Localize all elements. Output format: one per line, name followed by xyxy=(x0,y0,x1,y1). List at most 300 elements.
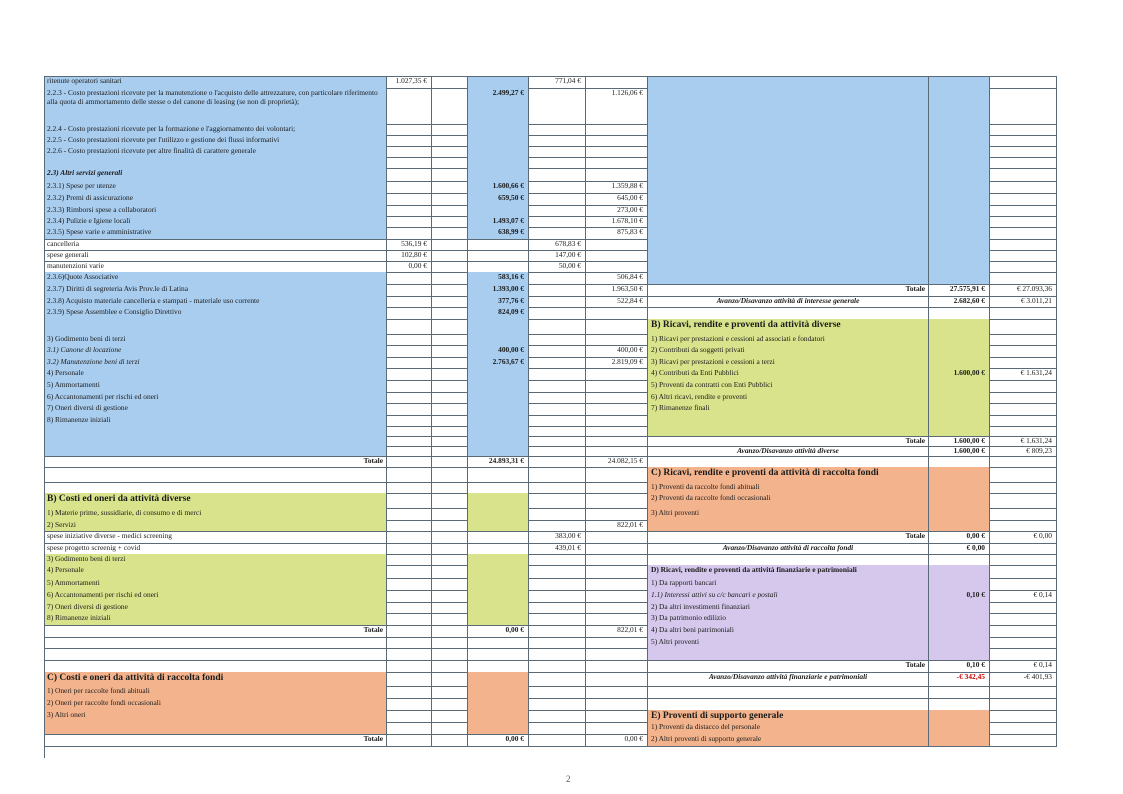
row-label: 2) Proventi da raccolte fondi occasionali xyxy=(648,493,929,508)
amount-previous xyxy=(990,508,1057,520)
amount-previous: 506,84 € xyxy=(586,272,648,284)
value-cell: 1.027,35 € xyxy=(387,76,432,88)
amount-previous xyxy=(586,426,648,436)
value-cell xyxy=(387,436,432,446)
value-cell xyxy=(432,345,468,357)
row-label: 2) Altri proventi di supporto generale xyxy=(648,734,929,746)
amount-current: 583,16 € xyxy=(468,272,529,284)
amount-previous xyxy=(990,181,1057,193)
amount-current xyxy=(929,307,990,319)
value-cell xyxy=(529,368,586,380)
amount-previous xyxy=(990,88,1057,124)
value-cell xyxy=(432,508,468,520)
value-cell xyxy=(387,648,432,660)
amount-current xyxy=(929,578,990,590)
amount-previous xyxy=(990,565,1057,578)
value-cell: 536,19 € xyxy=(387,239,432,250)
value-cell xyxy=(387,520,432,531)
amount-current xyxy=(929,239,990,250)
amount-previous xyxy=(990,456,1057,467)
row-label: manutenzioni varie xyxy=(44,261,387,272)
amount-current xyxy=(929,456,990,467)
amount-current: 2.763,67 € xyxy=(468,357,529,368)
row-label xyxy=(44,637,387,648)
row-label: 4) Da altri beni patrimoniali xyxy=(648,625,929,637)
value-cell xyxy=(387,637,432,648)
section-heading: E) Proventi di supporto generale xyxy=(648,710,929,722)
value-cell xyxy=(432,216,468,227)
amount-previous xyxy=(586,415,648,426)
row-label xyxy=(648,415,929,426)
amount-current xyxy=(468,482,529,493)
amount-previous xyxy=(990,602,1057,613)
value-cell xyxy=(387,578,432,590)
value-cell xyxy=(529,602,586,613)
amount-previous xyxy=(990,239,1057,250)
amount-previous xyxy=(990,722,1057,734)
amount-current xyxy=(468,590,529,602)
amount-current xyxy=(468,368,529,380)
value-cell xyxy=(529,625,586,637)
row-label: 5) Proventi da contratti con Enti Pubblici xyxy=(648,380,929,392)
row-label xyxy=(44,722,387,734)
value-cell xyxy=(529,205,586,216)
row-label xyxy=(648,698,929,710)
amount-current: 1.493,07 € xyxy=(468,216,529,227)
amount-current xyxy=(929,168,990,181)
row-label: 1) Materie prime, sussidiarie, di consumo e di merci xyxy=(44,508,387,520)
value-cell xyxy=(387,508,432,520)
row-label: 2) Da altri investimenti finanziari xyxy=(648,602,929,613)
value-cell xyxy=(432,660,468,672)
amount-current xyxy=(468,426,529,436)
value-cell xyxy=(529,334,586,345)
value-cell xyxy=(387,272,432,284)
value-cell xyxy=(529,672,586,686)
value-cell xyxy=(387,698,432,710)
value-cell xyxy=(529,392,586,403)
amount-current xyxy=(468,146,529,157)
row-label: 5) Ammortamenti xyxy=(44,380,387,392)
amount-current xyxy=(929,76,990,88)
amount-current xyxy=(468,124,529,135)
value-cell xyxy=(529,590,586,602)
amount-current xyxy=(929,698,990,710)
value-cell xyxy=(387,380,432,392)
value-cell xyxy=(529,734,586,746)
amount-current xyxy=(468,554,529,565)
row-label: 2.3.7) Diritti di segreteria Avis Prov.le di Latina xyxy=(44,284,387,296)
amount-current: € 0,00 xyxy=(929,543,990,554)
amount-current xyxy=(929,392,990,403)
value-cell xyxy=(387,307,432,319)
amount-previous xyxy=(586,124,648,135)
value-cell xyxy=(387,543,432,554)
row-label xyxy=(648,205,929,216)
row-label: 2.3) Altri servizi generali xyxy=(44,168,387,181)
value-cell xyxy=(529,88,586,124)
amount-previous xyxy=(990,482,1057,493)
amount-current: 24.893,31 € xyxy=(468,456,529,467)
amount-previous xyxy=(990,467,1057,482)
row-label: 3) Godimento beni di terzi xyxy=(44,334,387,345)
row-label: 7) Oneri diversi di gestione xyxy=(44,403,387,415)
value-cell xyxy=(432,135,468,146)
amount-previous xyxy=(586,565,648,578)
amount-previous xyxy=(990,734,1057,746)
amount-current xyxy=(929,686,990,698)
value-cell xyxy=(387,722,432,734)
amount-previous xyxy=(586,710,648,722)
row-label xyxy=(648,88,929,124)
amount-current xyxy=(929,345,990,357)
value-cell xyxy=(432,296,468,307)
row-label xyxy=(44,467,387,482)
total-label: Totale xyxy=(648,531,929,543)
amount-previous xyxy=(990,76,1057,88)
amount-current xyxy=(929,135,990,146)
total-label: Totale xyxy=(648,436,929,446)
amount-previous xyxy=(990,216,1057,227)
row-label xyxy=(648,554,929,565)
row-label xyxy=(44,660,387,672)
value-cell xyxy=(387,613,432,625)
value-cell xyxy=(432,239,468,250)
value-cell xyxy=(432,531,468,543)
amount-current: 638,99 € xyxy=(468,227,529,239)
value-cell xyxy=(432,261,468,272)
amount-previous xyxy=(990,625,1057,637)
amount-previous xyxy=(990,698,1057,710)
value-cell xyxy=(529,193,586,205)
amount-previous xyxy=(990,146,1057,157)
row-label: spese progetto screenig + covid xyxy=(44,543,387,554)
row-label xyxy=(44,319,387,334)
row-label: 3) Da patrimonio edilizio xyxy=(648,613,929,625)
amount-previous xyxy=(586,482,648,493)
row-label xyxy=(44,436,387,446)
row-label: 2.3.3) Rimborsi spese a collaboratori xyxy=(44,205,387,216)
value-cell xyxy=(387,357,432,368)
value-cell xyxy=(387,368,432,380)
amount-current xyxy=(468,76,529,88)
value-cell xyxy=(529,554,586,565)
amount-previous: € 809,23 xyxy=(990,446,1057,456)
amount-previous xyxy=(990,648,1057,660)
amount-current xyxy=(929,261,990,272)
row-label: 2.3.2) Premi di assicurazione xyxy=(44,193,387,205)
value-cell xyxy=(529,135,586,146)
value-cell xyxy=(432,734,468,746)
value-cell xyxy=(387,334,432,345)
amount-current xyxy=(468,565,529,578)
amount-current xyxy=(929,272,990,284)
amount-current xyxy=(929,334,990,345)
total-label: Totale xyxy=(44,625,387,637)
row-label: 4) Contributi da Enti Pubblici xyxy=(648,368,929,380)
row-label xyxy=(648,520,929,531)
section-heading: B) Costi ed oneri da attività diverse xyxy=(44,493,387,508)
amount-current xyxy=(468,602,529,613)
amount-previous xyxy=(990,380,1057,392)
amount-current xyxy=(929,602,990,613)
amount-previous xyxy=(586,543,648,554)
value-cell xyxy=(529,168,586,181)
value-cell xyxy=(529,216,586,227)
amount-previous xyxy=(990,250,1057,261)
section-heading: B) Ricavi, rendite e proventi da attività diverse xyxy=(648,319,929,334)
amount-current: 377,76 € xyxy=(468,296,529,307)
value-cell xyxy=(529,613,586,625)
value-cell xyxy=(529,660,586,672)
row-label xyxy=(648,216,929,227)
amount-previous xyxy=(990,227,1057,239)
amount-current: 0,10 € xyxy=(929,660,990,672)
amount-current: 1.600,66 € xyxy=(468,181,529,193)
row-label: 5) Altri proventi xyxy=(648,637,929,648)
row-label: spese generali xyxy=(44,250,387,261)
amount-previous xyxy=(586,648,648,660)
amount-previous: € 1.631,24 xyxy=(990,436,1057,446)
amount-current xyxy=(468,637,529,648)
value-cell xyxy=(432,227,468,239)
value-cell xyxy=(529,357,586,368)
amount-previous xyxy=(990,415,1057,426)
row-label: 1) Da rapporti bancari xyxy=(648,578,929,590)
amount-previous xyxy=(990,168,1057,181)
row-label xyxy=(44,157,387,168)
value-cell xyxy=(432,686,468,698)
total-label: Totale xyxy=(648,284,929,296)
value-cell xyxy=(387,672,432,686)
value-cell xyxy=(387,168,432,181)
value-cell xyxy=(387,284,432,296)
row-label: 6) Accantonamenti per rischi ed oneri xyxy=(44,590,387,602)
amount-previous xyxy=(586,261,648,272)
value-cell xyxy=(432,157,468,168)
amount-current: 400,00 € xyxy=(468,345,529,357)
value-cell xyxy=(432,357,468,368)
value-cell xyxy=(529,124,586,135)
value-cell xyxy=(432,426,468,436)
amount-current xyxy=(929,722,990,734)
amount-previous xyxy=(990,157,1057,168)
amount-previous: € 0,14 xyxy=(990,590,1057,602)
row-label: 4) Personale xyxy=(44,368,387,380)
amount-current: 1.600,00 € xyxy=(929,368,990,380)
value-cell xyxy=(432,193,468,205)
amount-current xyxy=(468,403,529,415)
value-cell xyxy=(432,456,468,467)
amount-current xyxy=(468,578,529,590)
amount-previous: 1.126,06 € xyxy=(586,88,648,124)
total-label: Totale xyxy=(44,734,387,746)
value-cell xyxy=(529,446,586,456)
row-label xyxy=(648,426,929,436)
amount-previous xyxy=(990,334,1057,345)
amount-previous xyxy=(990,686,1057,698)
amount-current: 2.682,60 € xyxy=(929,296,990,307)
amount-previous xyxy=(586,392,648,403)
amount-current xyxy=(468,250,529,261)
value-cell xyxy=(432,168,468,181)
value-cell xyxy=(529,436,586,446)
value-cell xyxy=(432,578,468,590)
row-label: 2.3.6)Quote Associative xyxy=(44,272,387,284)
row-label: 2.3.8) Acquisto materiale cancelleria e stampati - materiale uso corrente xyxy=(44,296,387,307)
amount-previous xyxy=(990,135,1057,146)
amount-previous xyxy=(586,436,648,446)
amount-previous: € 0,00 xyxy=(990,531,1057,543)
amount-current xyxy=(929,565,990,578)
amount-previous xyxy=(990,554,1057,565)
amount-current: -€ 342,45 xyxy=(929,672,990,686)
amount-previous xyxy=(586,467,648,482)
value-cell xyxy=(387,135,432,146)
amount-previous xyxy=(990,637,1057,648)
amount-current xyxy=(468,531,529,543)
amount-previous xyxy=(990,493,1057,508)
page-number: 2 xyxy=(566,774,571,784)
section-heading: C) Ricavi, rendite e proventi da attività di raccolta fondi xyxy=(648,467,929,482)
amount-previous xyxy=(586,76,648,88)
amount-current xyxy=(468,686,529,698)
amount-current: 2.499,27 € xyxy=(468,88,529,124)
amount-previous xyxy=(990,403,1057,415)
amount-previous xyxy=(990,613,1057,625)
value-cell xyxy=(529,307,586,319)
value-cell xyxy=(432,392,468,403)
amount-current xyxy=(929,205,990,216)
row-label xyxy=(648,227,929,239)
amount-current xyxy=(468,319,529,334)
row-label xyxy=(648,686,929,698)
value-cell xyxy=(432,446,468,456)
amount-current xyxy=(929,520,990,531)
row-label xyxy=(648,456,929,467)
amount-previous: € 1.631,24 xyxy=(990,368,1057,380)
amount-current: 0,10 € xyxy=(929,590,990,602)
row-label: 6) Accantonamenti per rischi ed oneri xyxy=(44,392,387,403)
row-label: 3) Altri oneri xyxy=(44,710,387,722)
value-cell xyxy=(529,146,586,157)
value-cell xyxy=(432,543,468,554)
amount-previous: € 27.093,36 xyxy=(990,284,1057,296)
total-label: Totale xyxy=(648,660,929,672)
amount-previous xyxy=(990,578,1057,590)
value-cell xyxy=(529,415,586,426)
value-cell xyxy=(387,456,432,467)
row-label: 1) Proventi da raccolte fondi abituali xyxy=(648,482,929,493)
amount-previous xyxy=(586,157,648,168)
value-cell: 678,83 € xyxy=(529,239,586,250)
amount-current xyxy=(468,672,529,686)
value-cell xyxy=(432,482,468,493)
row-label: 1) Proventi da distacco del personale xyxy=(648,722,929,734)
amount-current: 659,50 € xyxy=(468,193,529,205)
amount-current xyxy=(929,193,990,205)
amount-current xyxy=(929,637,990,648)
value-cell xyxy=(529,520,586,531)
amount-previous xyxy=(990,357,1057,368)
amount-previous xyxy=(586,403,648,415)
amount-previous xyxy=(586,239,648,250)
row-label xyxy=(648,124,929,135)
amount-previous xyxy=(586,168,648,181)
amount-current: 0,00 € xyxy=(929,531,990,543)
amount-previous xyxy=(586,698,648,710)
value-cell xyxy=(432,493,468,508)
value-cell xyxy=(387,531,432,543)
amount-current xyxy=(468,261,529,272)
value-cell xyxy=(529,157,586,168)
amount-current xyxy=(929,493,990,508)
value-cell xyxy=(432,250,468,261)
amount-current xyxy=(929,157,990,168)
amount-previous xyxy=(586,590,648,602)
value-cell: 102,80 € xyxy=(387,250,432,261)
row-label xyxy=(648,261,929,272)
amount-current xyxy=(929,710,990,722)
amount-current xyxy=(468,543,529,554)
amount-current xyxy=(929,426,990,436)
amount-current xyxy=(929,216,990,227)
amount-previous: € 3.011,21 xyxy=(990,296,1057,307)
amount-current xyxy=(929,181,990,193)
value-cell xyxy=(529,722,586,734)
amount-previous xyxy=(586,446,648,456)
value-cell xyxy=(529,272,586,284)
amount-previous xyxy=(586,672,648,686)
value-cell xyxy=(529,227,586,239)
amount-current xyxy=(468,660,529,672)
value-cell xyxy=(432,272,468,284)
amount-previous xyxy=(586,531,648,543)
amount-current: 1.393,00 € xyxy=(468,284,529,296)
amount-previous xyxy=(586,554,648,565)
row-label xyxy=(648,307,929,319)
amount-previous xyxy=(586,508,648,520)
amount-current xyxy=(929,227,990,239)
value-cell xyxy=(387,554,432,565)
value-cell xyxy=(387,625,432,637)
row-label xyxy=(44,426,387,436)
row-label xyxy=(648,272,929,284)
row-label: 1) Oneri per raccolte fondi abituali xyxy=(44,686,387,698)
amount-previous: -€ 401,93 xyxy=(990,672,1057,686)
row-label: cancelleria xyxy=(44,239,387,250)
amount-previous: 273,00 € xyxy=(586,205,648,216)
table-row xyxy=(44,493,1057,509)
value-cell xyxy=(432,613,468,625)
row-label xyxy=(648,239,929,250)
row-label: 1.1) Interessi attivi su c/c bancari e postali xyxy=(648,590,929,602)
value-cell xyxy=(387,602,432,613)
amount-previous xyxy=(586,135,648,146)
rendiconto-table xyxy=(44,76,1057,758)
value-cell xyxy=(529,648,586,660)
amount-previous xyxy=(990,319,1057,334)
row-label: 2) Contributi da soggetti privati xyxy=(648,345,929,357)
amount-current xyxy=(468,205,529,216)
value-cell xyxy=(387,205,432,216)
amount-current xyxy=(468,446,529,456)
row-label xyxy=(648,193,929,205)
table-row xyxy=(44,467,1057,483)
value-cell xyxy=(432,722,468,734)
row-label xyxy=(648,250,929,261)
amount-previous xyxy=(586,307,648,319)
